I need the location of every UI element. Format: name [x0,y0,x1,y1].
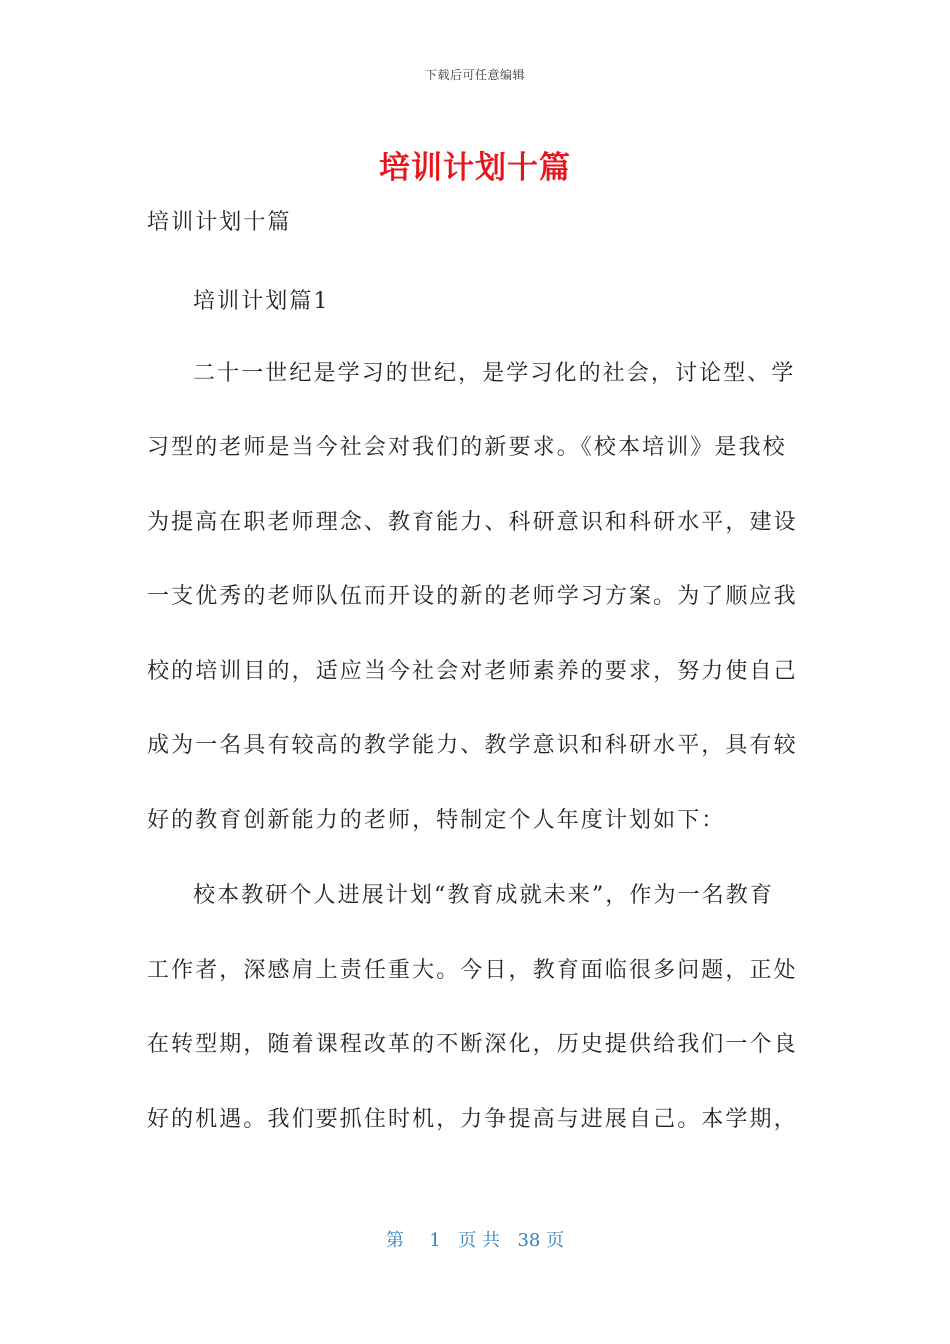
total-pages-number: 38 [517,1230,541,1251]
paragraph-line: 校的培训目的，适应当今社会对老师素养的要求，努力使自己 [147,659,798,684]
footer-middle: 页 共 [458,1230,500,1251]
header-note: 下载后可任意编辑 [424,68,525,82]
paragraph-line: 为提高在职老师理念、教育能力、科研意识和科研水平，建设 [147,510,798,535]
paragraph-line: 一支优秀的老师队伍而开设的新的老师学习方案。为了顺应我 [147,584,798,609]
current-page-number: 1 [429,1230,441,1251]
paragraph-line: 成为一名具有较高的教学能力、教学意识和科研水平，具有较 [147,733,798,758]
paragraph-line: 校本教研个人进展计划“教育成就未来”，作为一名教育 [193,883,774,908]
footer-prefix: 第 [385,1230,404,1251]
document-subtitle: 培训计划十篇 [147,210,292,235]
paragraph-line: 在转型期，随着课程改革的不断深化，历史提供给我们一个良 [147,1032,798,1057]
paragraph-line: 工作者，深感肩上责任重大。今日，教育面临很多问题，正处 [147,958,798,983]
paragraph-line: 习型的老师是当今社会对我们的新要求。《校本培训》是我校 [147,435,787,460]
section-heading: 培训计划篇1 [193,289,330,314]
page-footer [0,1226,950,1252]
footer-suffix: 页 [546,1230,565,1251]
paragraph-line: 好的机遇。我们要抓住时机，力争提高与进展自己。本学期， [147,1107,798,1132]
paragraph-line: 好的教育创新能力的老师，特制定个人年度计划如下： [147,808,726,833]
document-title: 培训计划十篇 [379,150,571,186]
paragraph-line: 二十一世纪是学习的世纪，是学习化的社会，讨论型、学 [193,361,796,386]
